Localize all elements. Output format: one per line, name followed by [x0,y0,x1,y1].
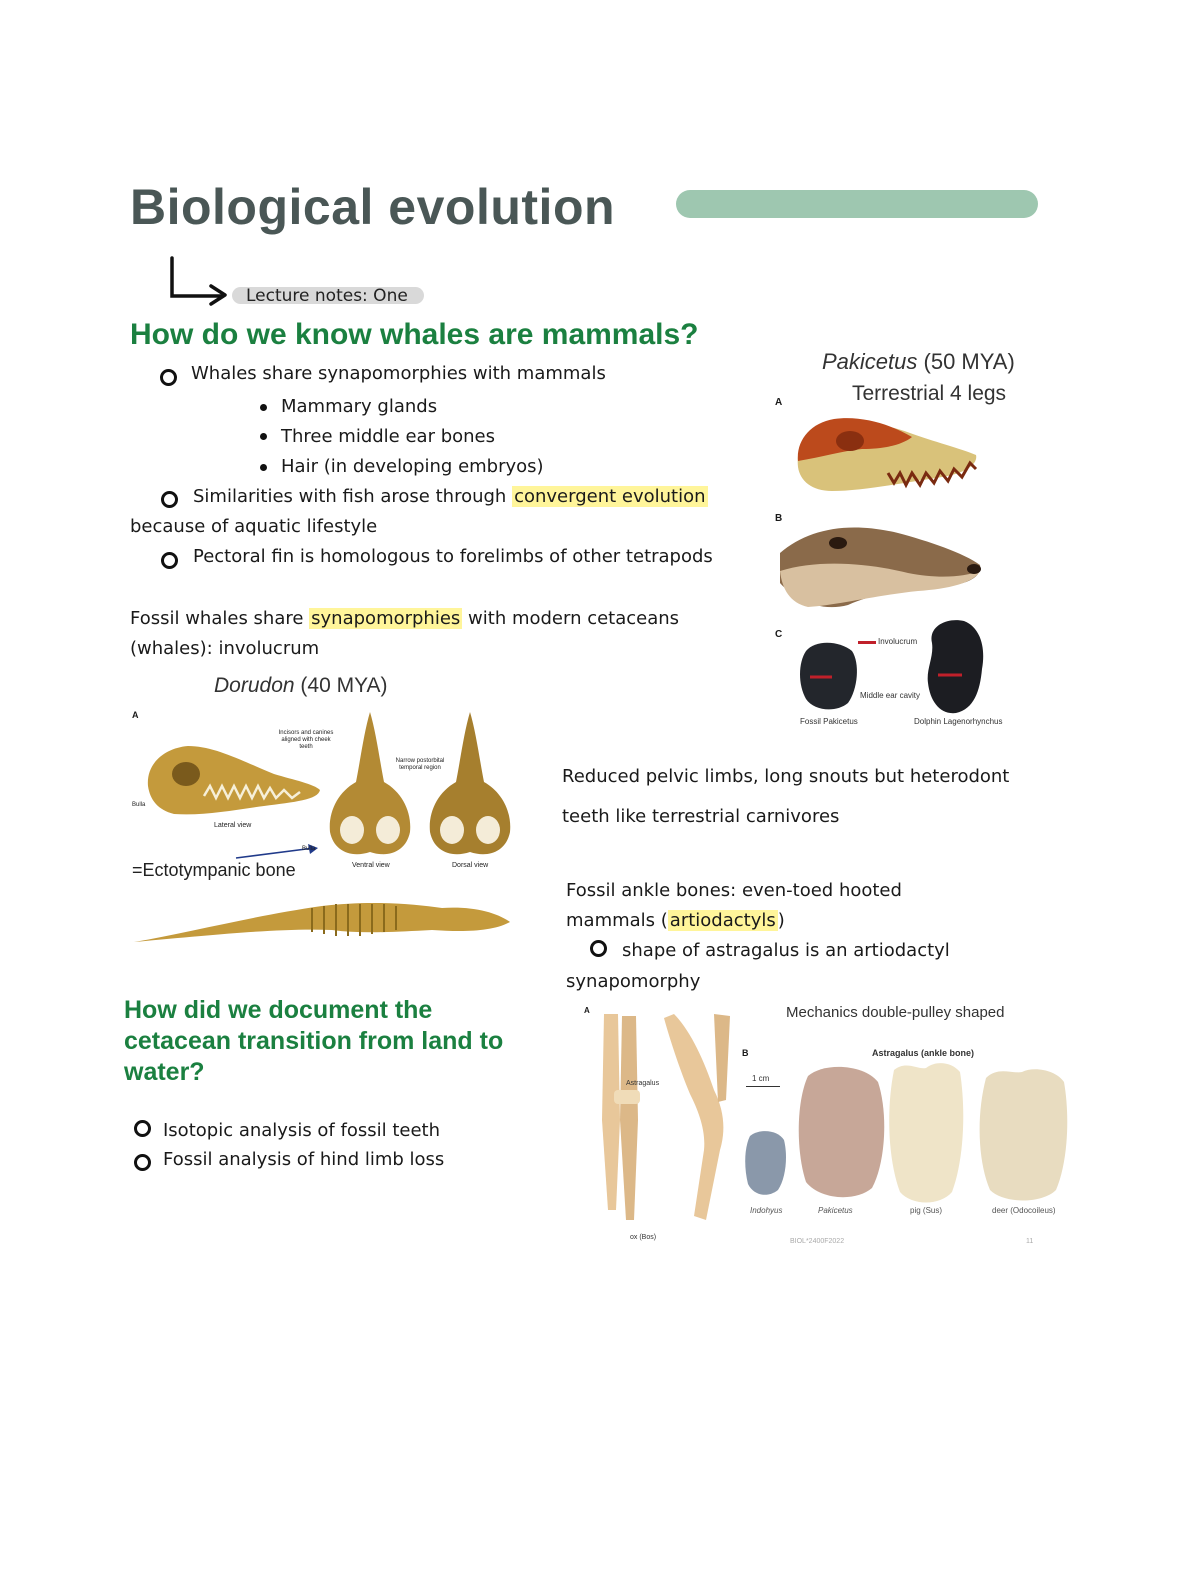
pakicetus-subtitle: Terrestrial 4 legs [852,382,1007,405]
bullet-pectoral-fin: Pectoral fin is homologous to forelimbs of other tetrapods [193,546,713,567]
astragalus-caption: Mechanics double-pulley shaped [786,1004,1005,1021]
dorudon-skull-ventral-illustration [328,712,412,862]
dorudon-skeleton-illustration [132,882,512,948]
specimen-label: Indohyus [750,1206,783,1215]
arrow-icon [165,254,235,306]
sub-item: Mammary glands [281,396,438,417]
ankle-bullet: shape of astragalus is an artiodactyl [622,940,950,961]
reduced-note-line2: teeth like terrestrial carnivores [562,806,840,827]
section2-heading-line: How did we document the [124,996,433,1024]
bullet-ring-icon [134,1120,151,1137]
ankle-note-line1: Fossil ankle bones: even-toed hooted [566,880,902,901]
specimen-label: pig (Sus) [910,1206,943,1215]
highlight-synapomorphies: synapomorphies [311,608,461,629]
indohyus-bone-illustration [744,1128,788,1198]
section2-heading [124,995,503,1088]
ankle-bullet-cont: synapomorphy [566,971,701,992]
bullet-hind-limb-loss: Fossil analysis of hind limb loss [163,1149,445,1170]
ventral-view-label: Ventral view [352,862,390,869]
specimen-label: Pakicetus [818,1206,853,1215]
specimen-label: deer (Odocoileus) [992,1206,1056,1215]
panel-label: B [775,513,783,524]
dorudon-title [214,674,388,698]
footer-slide-number: 11 [1026,1238,1034,1245]
sub-item: Three middle ear bones [281,426,495,447]
astragalus-figure [580,1000,1080,1250]
title-accent-bar [676,190,1038,218]
section2-heading-line: water? [124,1058,205,1086]
bullet-ring-icon [160,369,177,386]
ankle-text: ) [777,910,785,931]
pakicetus-figure [770,345,1050,735]
ox-label: ox (Bos) [630,1234,657,1241]
astragalus-pointer-label: Astragalus [626,1080,660,1087]
involucrum-legend: Involucrum [878,637,918,646]
bullet-ring-icon [134,1154,151,1171]
reduced-note-line1: Reduced pelvic limbs, long snouts but heterodont [562,766,1010,787]
bullet-ring-icon [590,940,607,957]
dorudon-age: (40 MYA) [294,674,388,697]
footer-course-code: BIOL*2400F2022 [790,1238,845,1245]
pakicetus-head-illustration [778,513,984,613]
bullet-whales-synapomorphies: Whales share synapomorphies with mammals [191,363,606,384]
pakicetus-age: (50 MYA) [917,349,1015,374]
bullet-convergent-text: Similarities with fish arose through [193,486,513,507]
fossil-text: with modern cetaceans [462,608,680,629]
dorudon-skull-lateral-illustration [144,740,324,820]
dorudon-name: Dorudon [214,674,295,697]
fossil-whales-line2: (whales): involucrum [130,638,320,659]
bulla-label: Bulla [302,846,316,852]
bullet-dot-icon [260,433,267,440]
bullet-ring-icon [161,491,178,508]
bullet-convergent [193,486,708,507]
middle-ear-label: Middle ear cavity [860,691,921,700]
bullet-dot-icon [260,404,267,411]
ox-leg-illustration [594,1010,744,1230]
pakicetus-name: Pakicetus [822,349,918,374]
fossil-whales-line [130,608,679,629]
dolphin-label: Dolphin Lagenorhynchus [914,717,1003,726]
panel-label: A [584,1006,590,1015]
dorudon-skull-dorsal-illustration [428,712,512,862]
dorsal-view-label: Dorsal view [452,862,489,869]
ectotympanic-label: =Ectotympanic bone [132,860,296,880]
dorudon-figure [130,672,520,952]
lecture-label: Lecture notes: One [232,287,424,304]
scale-bar [746,1086,780,1087]
narrow-region-label: Narrow postorbital temporal region [395,758,445,771]
fossil-text: Fossil whales share [130,608,310,629]
astragalus-panel-title: Astragalus (ankle bone) [872,1048,975,1058]
dolphin-bone-illustration [922,617,988,717]
panel-label: A [132,710,139,720]
sub-item: Hair (in developing embryos) [281,456,544,477]
bullet-ring-icon [161,552,178,569]
highlight-convergent-evolution: convergent evolution [514,486,706,507]
bullet-convergent-cont: because of aquatic lifestyle [130,516,378,537]
highlight-artiodactyls: artiodactyls [669,910,776,931]
panel-label: A [775,397,783,408]
deer-bone-illustration [976,1066,1070,1204]
fossil-pakicetus-label: Fossil Pakicetus [800,717,858,726]
incisors-label: Incisors and canines aligned with cheek teeth [278,730,334,750]
bulla-pointer-arrow [234,842,324,862]
pakicetus-skull-illustration [792,411,982,495]
pig-bone-illustration [886,1060,966,1206]
page-title: Biological evolution [130,179,616,235]
pakicetus-bone-illustration [794,1062,888,1202]
pakicetus-title [822,349,1015,375]
fossil-pakicetus-bone-illustration [798,637,862,713]
panel-label: C [775,629,783,640]
ankle-note-line2 [566,910,785,931]
section2-heading-line: cetacean transition from land to [124,1027,504,1055]
ankle-text: mammals ( [566,910,668,931]
panel-label: B [742,1048,749,1058]
section1-heading: How do we know whales are mammals? [130,318,699,351]
bulla-label: Bulla [132,802,146,808]
bullet-dot-icon [260,464,267,471]
lateral-view-label: Lateral view [214,822,252,829]
scale-label: 1 cm [752,1074,770,1083]
bullet-isotopic-analysis: Isotopic analysis of fossil teeth [163,1120,440,1141]
